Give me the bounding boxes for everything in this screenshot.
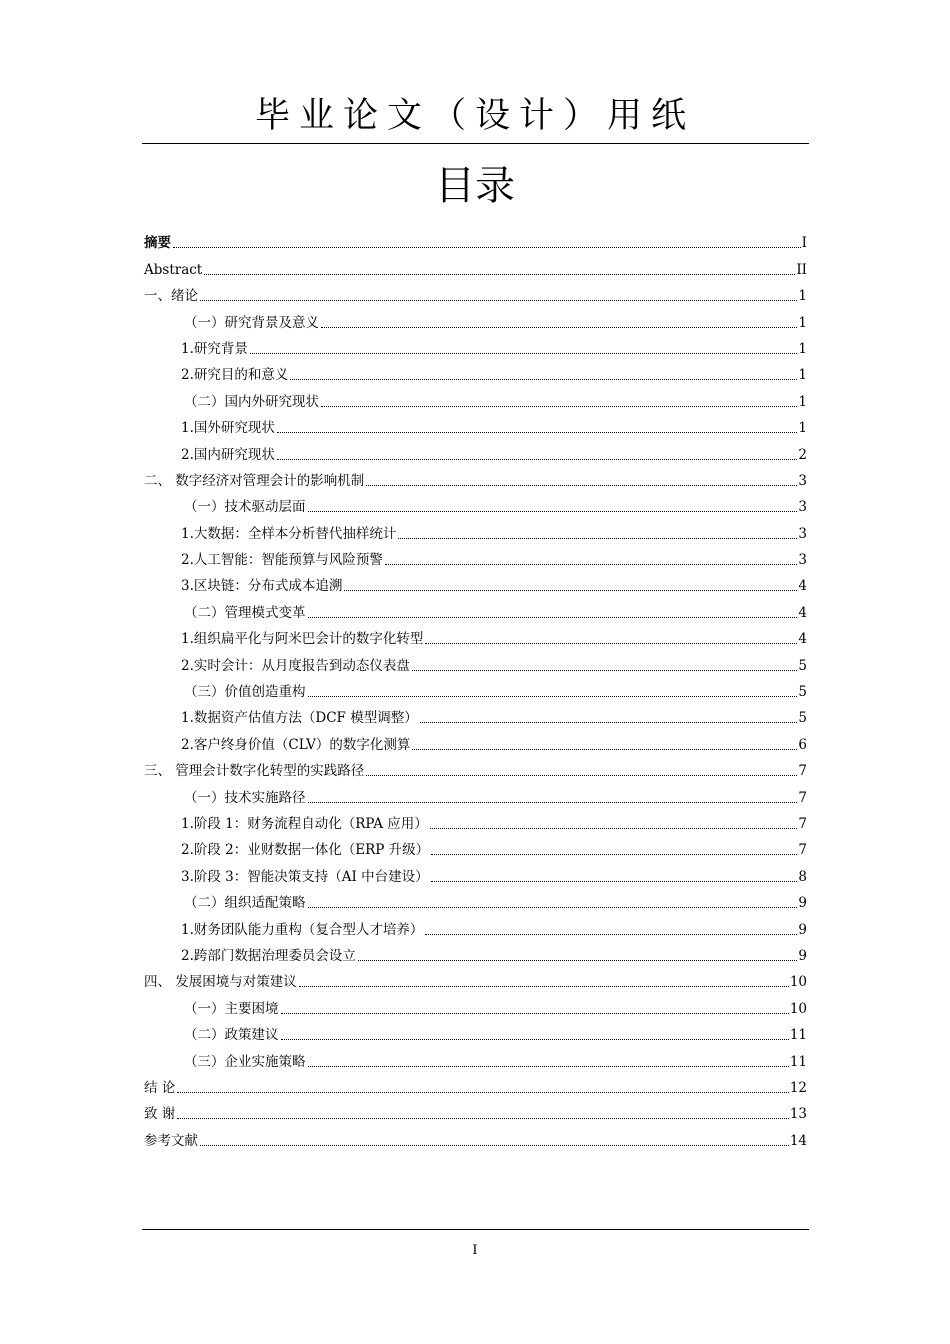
- toc-leader-dots: [412, 748, 797, 750]
- toc-entry[interactable]: [144, 358, 807, 384]
- toc-entry-label: 2.客户终身价值（CLV）的数字化测算: [181, 736, 411, 753]
- toc-entry-label: 1.数据资产估值方法（DCF 模型调整）: [181, 710, 418, 727]
- toc-entry-label: 2.跨部门数据治理委员会设立: [181, 947, 356, 964]
- toc-entry-label: 1.财务团队能力重构（复合型人才培养）: [181, 921, 424, 938]
- header-title: 毕业论文（设计）用纸: [254, 96, 695, 136]
- toc-leader-dots: [308, 510, 798, 512]
- toc-entry[interactable]: [144, 1097, 807, 1123]
- toc-entry[interactable]: [144, 859, 807, 885]
- toc-entry-page: 5: [798, 657, 807, 674]
- toc-entry[interactable]: [144, 464, 807, 490]
- toc-leader-dots: [431, 880, 798, 882]
- toc-entry-label: Abstract: [144, 261, 203, 278]
- toc-leader-dots: [204, 273, 795, 275]
- toc-entry-label: （二）政策建议: [184, 1027, 279, 1044]
- toc-entry-label: 三、 管理会计数字化转型的实践路径: [144, 763, 365, 780]
- toc-entry-label: 3.区块链：分布式成本追溯: [181, 578, 343, 595]
- toc-leader-dots: [308, 1065, 789, 1067]
- toc-entry-label: 2.实时会计：从月度报告到动态仪表盘: [181, 657, 410, 674]
- toc-leader-dots: [200, 1144, 789, 1146]
- toc-leader-dots: [425, 642, 797, 644]
- toc-entry[interactable]: [144, 648, 807, 674]
- toc-leader-dots: [308, 906, 798, 908]
- toc-leader-dots: [200, 299, 797, 301]
- toc-entry-page: 9: [798, 947, 807, 964]
- toc-leader-dots: [344, 589, 797, 591]
- toc-entry[interactable]: [144, 833, 807, 859]
- toc-entry-page: 5: [798, 684, 807, 701]
- toc-leader-dots: [398, 537, 797, 539]
- toc-leader-dots: [425, 933, 797, 935]
- table-of-contents: [144, 226, 807, 1150]
- toc-leader-dots: [177, 1117, 789, 1119]
- header-divider: [142, 143, 809, 144]
- toc-entry-label: 参考文献: [144, 1132, 198, 1149]
- toc-entry-label: 2.国内研究现状: [181, 446, 275, 463]
- toc-entry-page: 10: [789, 1000, 807, 1017]
- toc-entry-page: 4: [798, 604, 807, 621]
- toc-entry[interactable]: [144, 675, 807, 701]
- toc-entry-page: 6: [798, 736, 807, 753]
- toc-entry[interactable]: [144, 595, 807, 621]
- toc-entry-page: 1: [798, 314, 807, 331]
- toc-entry-label: 1.国外研究现状: [181, 420, 275, 437]
- toc-leader-dots: [277, 458, 798, 460]
- toc-entry-page: 11: [789, 1027, 807, 1044]
- toc-entry-label: 2.阶段 2：业财数据一体化（ERP 升级）: [181, 842, 430, 859]
- toc-entry-page: 13: [789, 1106, 807, 1123]
- toc-entry-label: （一）研究背景及意义: [184, 314, 319, 331]
- toc-entry-page: I: [801, 235, 807, 252]
- toc-entry-label: （二）管理模式变革: [184, 604, 306, 621]
- toc-leader-dots: [430, 827, 798, 829]
- toc-entry-page: 14: [789, 1132, 807, 1149]
- toc-entry-page: 7: [798, 815, 807, 832]
- toc-entry-page: 2: [798, 446, 807, 463]
- toc-entry-page: 12: [789, 1079, 807, 1096]
- toc-leader-dots: [412, 669, 798, 671]
- toc-entry[interactable]: [144, 965, 807, 991]
- toc-entry[interactable]: [144, 332, 807, 358]
- toc-entry[interactable]: [144, 991, 807, 1017]
- toc-entry-page: 9: [798, 895, 807, 912]
- toc-leader-dots: [420, 721, 798, 723]
- toc-entry[interactable]: [144, 780, 807, 806]
- toc-entry[interactable]: [144, 1123, 807, 1149]
- toc-entry[interactable]: [144, 754, 807, 780]
- toc-leader-dots: [173, 246, 801, 248]
- toc-entry-label: （二）组织适配策略: [184, 895, 306, 912]
- toc-entry-page: 7: [798, 763, 807, 780]
- toc-entry[interactable]: [144, 701, 807, 727]
- toc-leader-dots: [308, 616, 798, 618]
- toc-entry[interactable]: [144, 886, 807, 912]
- toc-entry[interactable]: [144, 226, 807, 252]
- toc-entry-label: （一）技术驱动层面: [184, 499, 306, 516]
- toc-entry-label: （一）技术实施路径: [184, 789, 306, 806]
- toc-leader-dots: [277, 431, 798, 433]
- toc-entry-page: 9: [798, 921, 807, 938]
- toc-entry-label: 二、 数字经济对管理会计的影响机制: [144, 472, 365, 489]
- toc-entry-page: 3: [798, 499, 807, 516]
- toc-entry-label: （三）企业实施策略: [184, 1053, 306, 1070]
- footer-divider: [142, 1229, 809, 1230]
- toc-entry-label: 1.大数据：全样本分析替代抽样统计: [181, 525, 397, 542]
- toc-entry-page: 10: [789, 974, 807, 991]
- toc-entry-label: 3.阶段 3：智能决策支持（AI 中台建设）: [181, 868, 429, 885]
- toc-entry[interactable]: [144, 622, 807, 648]
- toc-entry-page: 11: [789, 1053, 807, 1070]
- toc-entry[interactable]: [144, 543, 807, 569]
- toc-entry-label: 2.人工智能：智能预算与风险预警: [181, 552, 383, 569]
- toc-leader-dots: [290, 378, 797, 380]
- toc-entry-page: 5: [798, 710, 807, 727]
- toc-entry-label: （二）国内外研究现状: [184, 393, 319, 410]
- toc-entry[interactable]: [144, 1018, 807, 1044]
- toc-entry-label: 1.组织扁平化与阿米巴会计的数字化转型: [181, 631, 424, 648]
- toc-leader-dots: [281, 1012, 789, 1014]
- toc-entry[interactable]: [144, 411, 807, 437]
- toc-entry-label: 1.研究背景: [181, 340, 248, 357]
- toc-entry-label: 一、绪论: [144, 288, 198, 305]
- toc-entry-label: 摘要: [144, 235, 171, 252]
- toc-entry[interactable]: [144, 305, 807, 331]
- toc-entry-page: 7: [798, 789, 807, 806]
- toc-entry[interactable]: [144, 437, 807, 463]
- toc-entry-page: 4: [798, 631, 807, 648]
- toc-entry[interactable]: [144, 252, 807, 278]
- toc-entry[interactable]: [144, 1044, 807, 1070]
- toc-entry[interactable]: [144, 279, 807, 305]
- toc-entry-label: 2.研究目的和意义: [181, 367, 289, 384]
- toc-entry-page: 1: [798, 420, 807, 437]
- toc-entry-label: （一）主要困境: [184, 1000, 279, 1017]
- toc-entry-page: 4: [798, 578, 807, 595]
- toc-entry[interactable]: [144, 727, 807, 753]
- toc-entry[interactable]: [144, 912, 807, 938]
- toc-entry-page: II: [796, 261, 807, 278]
- toc-leader-dots: [358, 959, 798, 961]
- toc-leader-dots: [308, 695, 798, 697]
- toc-leader-dots: [250, 352, 798, 354]
- toc-entry-page: 3: [798, 552, 807, 569]
- toc-entry-page: 8: [798, 868, 807, 885]
- toc-entry-page: 1: [798, 288, 807, 305]
- toc-entry-page: 1: [798, 340, 807, 357]
- toc-entry[interactable]: [144, 384, 807, 410]
- toc-entry[interactable]: [144, 516, 807, 542]
- toc-entry-page: 3: [798, 525, 807, 542]
- toc-leader-dots: [299, 985, 789, 987]
- toc-entry[interactable]: [144, 569, 807, 595]
- toc-leader-dots: [431, 853, 797, 855]
- toc-entry-page: 1: [798, 367, 807, 384]
- toc-entry[interactable]: [144, 1071, 807, 1097]
- toc-entry-page: 1: [798, 393, 807, 410]
- toc-title: 目录: [435, 163, 515, 209]
- toc-entry-label: 致 谢: [144, 1106, 176, 1123]
- toc-leader-dots: [321, 405, 797, 407]
- toc-entry-label: 1.阶段 1：财务流程自动化（RPA 应用）: [181, 815, 428, 832]
- toc-entry-page: 3: [798, 472, 807, 489]
- toc-entry[interactable]: [144, 939, 807, 965]
- toc-entry-label: （三）价值创造重构: [184, 684, 306, 701]
- footer-page-number: I: [472, 1243, 478, 1258]
- toc-leader-dots: [366, 484, 797, 486]
- toc-entry-page: 7: [798, 842, 807, 859]
- toc-leader-dots: [177, 1091, 789, 1093]
- toc-entry[interactable]: [144, 490, 807, 516]
- toc-entry-label: 四、 发展困境与对策建议: [144, 974, 297, 991]
- toc-entry[interactable]: [144, 807, 807, 833]
- toc-leader-dots: [366, 774, 797, 776]
- toc-leader-dots: [321, 326, 797, 328]
- toc-leader-dots: [385, 563, 798, 565]
- toc-leader-dots: [281, 1038, 789, 1040]
- toc-leader-dots: [308, 801, 798, 803]
- toc-entry-label: 结 论: [144, 1079, 176, 1096]
